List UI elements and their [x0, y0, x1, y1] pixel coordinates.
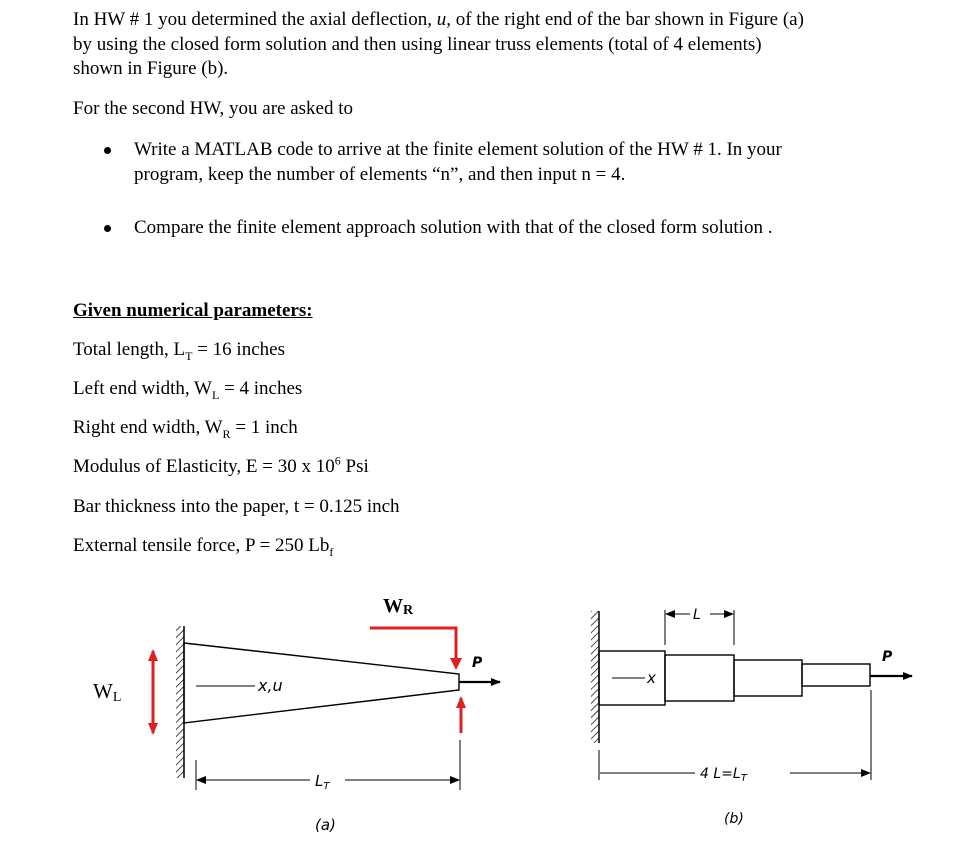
param-left-width-label: Left end width, W: [73, 378, 212, 399]
bullet-2-line-1: Compare the finite element approach solution with that of the closed form solution .: [134, 217, 773, 238]
figure-b: [591, 607, 912, 827]
wl-label-main: W: [93, 679, 113, 703]
param-right-width-value: = 1 inch: [230, 417, 298, 438]
param-total-length-label: Total length, L: [73, 339, 186, 360]
param-total-length: [73, 338, 285, 362]
bullet-dot-2: [104, 225, 111, 232]
wl-label: [93, 679, 121, 705]
param-force-sub: f: [329, 544, 334, 559]
dim-a-label-sub: T: [323, 781, 330, 792]
dim-seg-label: L: [693, 607, 701, 623]
step-element-2: [665, 655, 734, 701]
tapered-bar: [184, 643, 459, 723]
intro-variable: u: [436, 9, 447, 30]
param-left-width: [73, 377, 302, 401]
param-left-width-sub: L: [211, 387, 220, 402]
dim-b-label-main: 4 L=L: [700, 766, 741, 782]
caption-b: (b): [724, 811, 744, 827]
caption-a: (a): [315, 816, 336, 834]
dim-a-label-main: L: [315, 772, 324, 790]
figures: [0, 585, 967, 857]
param-left-width-value: = 4 inches: [219, 378, 303, 399]
wl-label-sub: L: [112, 690, 122, 705]
figure-a: [93, 595, 500, 834]
param-force: [73, 534, 333, 558]
dim-a-label: [315, 772, 330, 792]
intro-line-1: [73, 8, 804, 32]
param-total-length-sub: T: [185, 348, 193, 363]
dim-b-label: [700, 766, 748, 784]
axis-label-a: x,u: [258, 676, 283, 695]
wr-label-sub: R: [403, 603, 414, 618]
step-element-4: [802, 664, 870, 686]
dim-b-label-sub: T: [740, 773, 747, 784]
param-thickness: Bar thickness into the paper, t = 0.125 inch: [73, 496, 400, 517]
wr-label: [383, 595, 414, 618]
param-modulus: [73, 455, 369, 479]
wall-b-hatch: [591, 611, 599, 743]
param-modulus-value: Psi: [340, 456, 369, 477]
force-label-a: P: [472, 655, 483, 671]
param-right-width-sub: R: [222, 426, 231, 441]
task-intro: For the second HW, you are asked to: [73, 98, 354, 119]
intro-line-3: shown in Figure (b).: [73, 58, 229, 79]
bullet-1-line-2: program, keep the number of elements “n”, and then input n = 4.: [134, 164, 626, 185]
step-element-3: [734, 660, 802, 696]
param-total-length-value: = 16 inches: [192, 339, 285, 360]
axis-label-b: x: [647, 669, 656, 687]
param-force-label: External tensile force, P = 250 Lb: [73, 535, 330, 556]
bullet-1-line-1: Write a MATLAB code to arrive at the finite element solution of the HW # 1. In your: [134, 139, 782, 160]
intro-text-a: In HW # 1 you determined the axial deflection,: [73, 9, 437, 30]
wr-arrow-down-head: [450, 658, 462, 670]
intro-text-b: , of the right end of the bar shown in Figure (a): [446, 9, 804, 30]
wr-top-line: [370, 628, 456, 664]
param-right-width-label: Right end width, W: [73, 417, 223, 438]
wall-a-hatch: [176, 626, 184, 778]
param-modulus-label: Modulus of Elasticity, E = 30 x 10: [73, 456, 335, 477]
force-label-b: P: [882, 649, 893, 665]
param-right-width: [73, 416, 298, 440]
params-heading: Given numerical parameters:: [73, 300, 313, 321]
param-modulus-exponent: 6: [334, 453, 341, 468]
wr-label-main: W: [383, 595, 403, 617]
intro-line-2: by using the closed form solution and then using linear truss elements (total of 4 elements): [73, 34, 762, 55]
bullet-dot-1: [104, 147, 111, 154]
